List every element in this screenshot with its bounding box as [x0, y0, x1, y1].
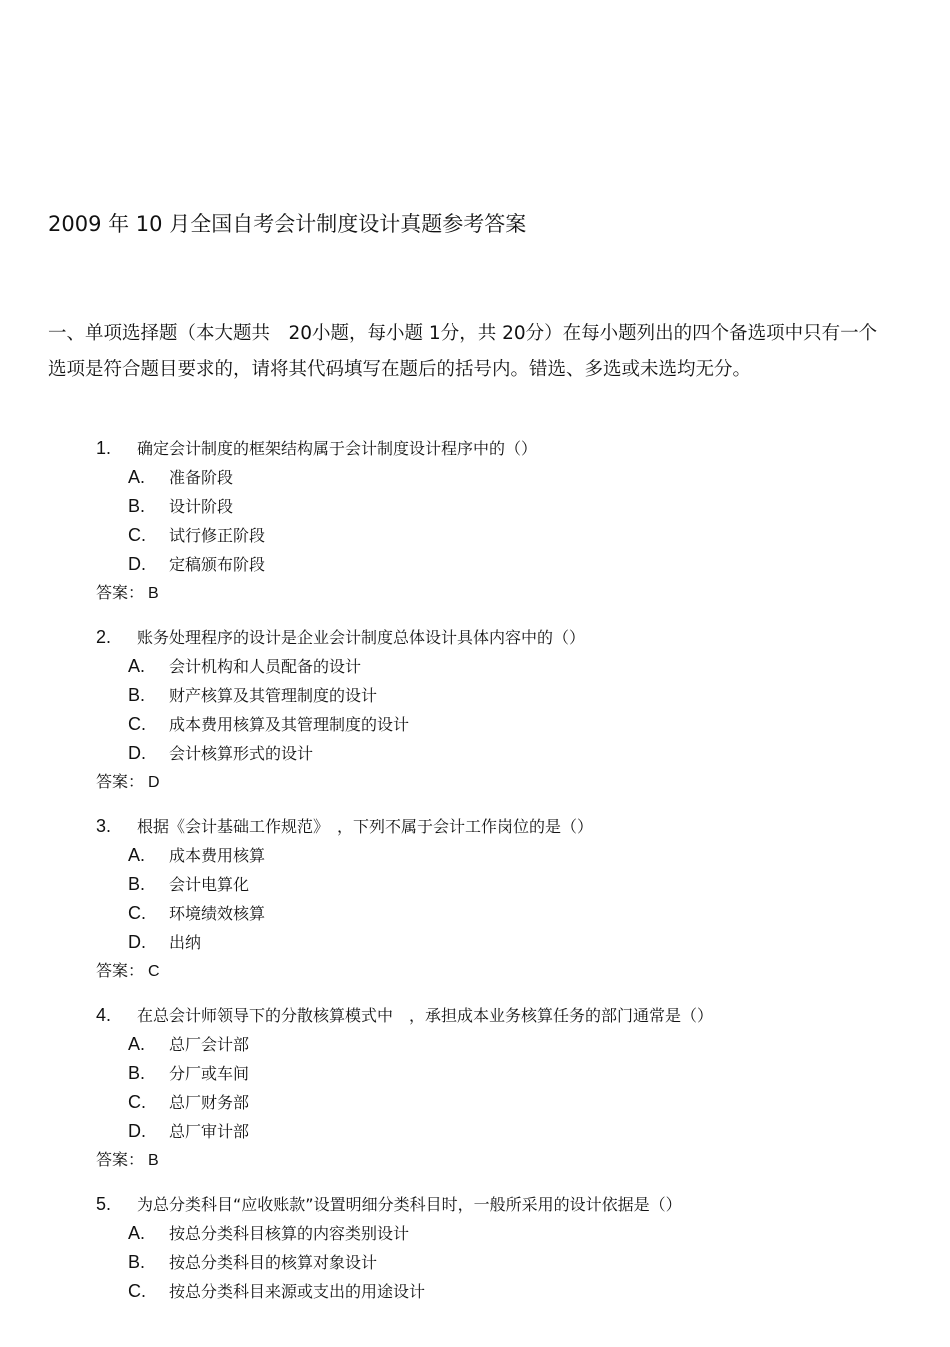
option-text: 会计电算化 — [169, 875, 250, 894]
answer-option — [96, 739, 896, 768]
option-letter: B. — [128, 874, 146, 894]
option-text: 会计机构和人员配备的设计 — [169, 657, 362, 676]
answer-line — [96, 1146, 896, 1173]
question-stem — [96, 812, 896, 841]
option-text: 试行修正阶段 — [169, 526, 266, 545]
question-item — [96, 434, 896, 606]
answer-option — [96, 899, 896, 928]
question-number: 4. — [96, 1005, 112, 1025]
option-letter: D. — [128, 932, 146, 952]
question-number: 1. — [96, 438, 112, 458]
answer-option — [96, 521, 896, 550]
option-text: 成本费用核算 — [169, 846, 266, 865]
answer-option — [96, 1219, 896, 1248]
option-letter: A. — [128, 467, 146, 487]
question-number: 2. — [96, 627, 112, 647]
option-letter: A. — [128, 845, 146, 865]
answer-option — [96, 463, 896, 492]
document-title: 2009 年 10 月全国自考会计制度设计真题参考答案 — [48, 212, 527, 236]
question-text: 根据《会计基础工作规范》 ，下列不属于会计工作岗位的是（） — [137, 817, 594, 836]
option-text: 总厂财务部 — [169, 1093, 250, 1112]
option-letter: C. — [128, 1092, 146, 1112]
option-text: 分厂或车间 — [169, 1064, 250, 1083]
option-letter: B. — [128, 496, 146, 516]
option-text: 成本费用核算及其管理制度的设计 — [169, 715, 410, 734]
question-number: 5. — [96, 1194, 112, 1214]
answer-option — [96, 681, 896, 710]
option-letter: C. — [128, 1281, 146, 1301]
answer-option — [96, 652, 896, 681]
option-letter: A. — [128, 1223, 146, 1243]
answer-value: D — [148, 774, 160, 791]
answer-label: 答案： — [96, 772, 145, 791]
option-letter: B. — [128, 1063, 146, 1083]
answer-value: B — [148, 585, 159, 602]
option-text: 设计阶段 — [169, 497, 234, 516]
answer-option — [96, 492, 896, 521]
option-text: 出纳 — [169, 933, 202, 952]
question-item — [96, 812, 896, 984]
option-text: 按总分类科目的核算对象设计 — [169, 1253, 378, 1272]
question-number: 3. — [96, 816, 112, 836]
answer-option — [96, 1088, 896, 1117]
option-text: 总厂会计部 — [169, 1035, 250, 1054]
question-item — [96, 1001, 896, 1173]
question-stem — [96, 434, 896, 463]
question-stem — [96, 1190, 896, 1219]
option-text: 总厂审计部 — [169, 1122, 250, 1141]
option-letter: C. — [128, 714, 146, 734]
answer-label: 答案： — [96, 1150, 145, 1169]
option-letter: D. — [128, 1121, 146, 1141]
section-instructions: 一、单项选择题（本大题共 20小题，每小题 1分，共 20分）在每小题列出的四个备选项中只有一个选项是符合题目要求的，请将其代码填写在题后的括号内。错选、多选或未选均无分。 — [48, 323, 878, 380]
question-text: 账务处理程序的设计是企业会计制度总体设计具体内容中的（） — [137, 628, 586, 647]
question-text: 在总会计师领导下的分散核算模式中 ，承担成本业务核算任务的部门通常是（） — [137, 1006, 714, 1025]
option-text: 会计核算形式的设计 — [169, 744, 314, 763]
option-text: 准备阶段 — [169, 468, 234, 487]
option-text: 定稿颁布阶段 — [169, 555, 266, 574]
option-letter: D. — [128, 743, 146, 763]
answer-option — [96, 1117, 896, 1146]
answer-option — [96, 710, 896, 739]
option-letter: A. — [128, 656, 146, 676]
question-list — [96, 434, 896, 1323]
question-stem — [96, 623, 896, 652]
answer-label: 答案： — [96, 583, 145, 602]
option-letter: B. — [128, 685, 146, 705]
question-stem — [96, 1001, 896, 1030]
option-letter: A. — [128, 1034, 146, 1054]
question-item — [96, 1190, 896, 1306]
answer-value: B — [148, 1152, 159, 1169]
answer-option — [96, 1277, 896, 1306]
answer-label: 答案： — [96, 961, 145, 980]
answer-option — [96, 550, 896, 579]
option-letter: D. — [128, 554, 146, 574]
option-text: 按总分类科目来源或支出的用途设计 — [169, 1282, 426, 1301]
answer-value: C — [148, 963, 160, 980]
answer-option — [96, 928, 896, 957]
answer-option — [96, 870, 896, 899]
question-item — [96, 623, 896, 795]
option-letter: B. — [128, 1252, 146, 1272]
option-text: 按总分类科目核算的内容类别设计 — [169, 1224, 410, 1243]
option-letter: C. — [128, 903, 146, 923]
option-letter: C. — [128, 525, 146, 545]
answer-option — [96, 1030, 896, 1059]
answer-line — [96, 579, 896, 606]
answer-option — [96, 1248, 896, 1277]
answer-option — [96, 1059, 896, 1088]
question-text: 确定会计制度的框架结构属于会计制度设计程序中的（） — [137, 439, 538, 458]
question-text: 为总分类科目“应收账款”设置明细分类科目时，一般所采用的设计依据是（） — [137, 1195, 682, 1214]
answer-line — [96, 768, 896, 795]
answer-line — [96, 957, 896, 984]
option-text: 财产核算及其管理制度的设计 — [169, 686, 378, 705]
option-text: 环境绩效核算 — [169, 904, 266, 923]
answer-option — [96, 841, 896, 870]
